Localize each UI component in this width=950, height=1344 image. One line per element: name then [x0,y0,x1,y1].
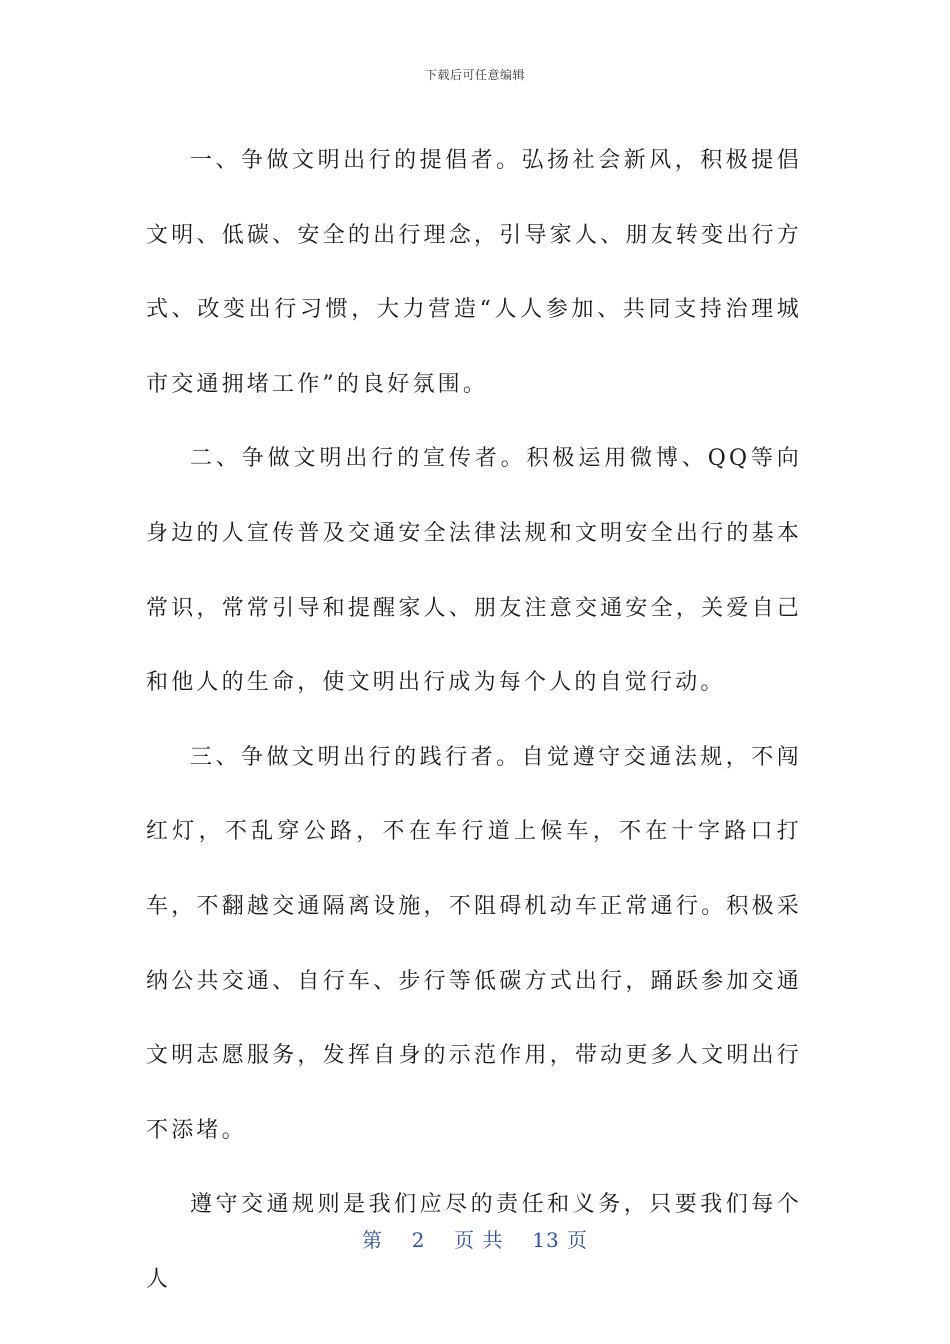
footer-prefix: 第 [361,1228,383,1252]
footer-middle: 页 共 [454,1228,504,1252]
page-header: 下载后可任意编辑 [424,68,525,82]
page-footer [0,1224,950,1253]
footer-suffix: 页 [567,1228,589,1252]
paragraph-3: 三、争做文明出行的践行者。自觉遵守交通法规，不闯红灯，不乱穿公路，不在车行道上候车，不在十字路口打车，不翻越交通隔离设施，不阻碍机动车正常通行。积极采纳公共交通、自行车、步行等低碳方式出行，踊跃参加交通文明志愿服务，发挥自身的示范作用，带动更多人文明出行不添堵。 [146,744,802,1143]
paragraph-2: 二、争做文明出行的宣传者。积极运用微博、QQ等向身边的人宣传普及交通安全法律法规和文明安全出行的基本常识，常常引导和提醒家人、朋友注意交通安全，关爱自己和他人的生命，使文明出行成为每个人的自觉行动。 [146,446,802,696]
paragraph-4: 遵守交通规则是我们应尽的责任和义务，只要我们每个人 [146,1192,802,1292]
footer-current-page: 2 [411,1228,426,1252]
footer-total-pages: 13 [532,1228,560,1252]
document-body [146,124,802,1318]
paragraph-1: 一、争做文明出行的提倡者。弘扬社会新风，积极提倡文明、低碳、安全的出行理念，引导家人、朋友转变出行方式、改变出行习惯，大力营造“人人参加、共同支持治理城市交通拥堵工作”的良好氛围。 [146,148,802,397]
